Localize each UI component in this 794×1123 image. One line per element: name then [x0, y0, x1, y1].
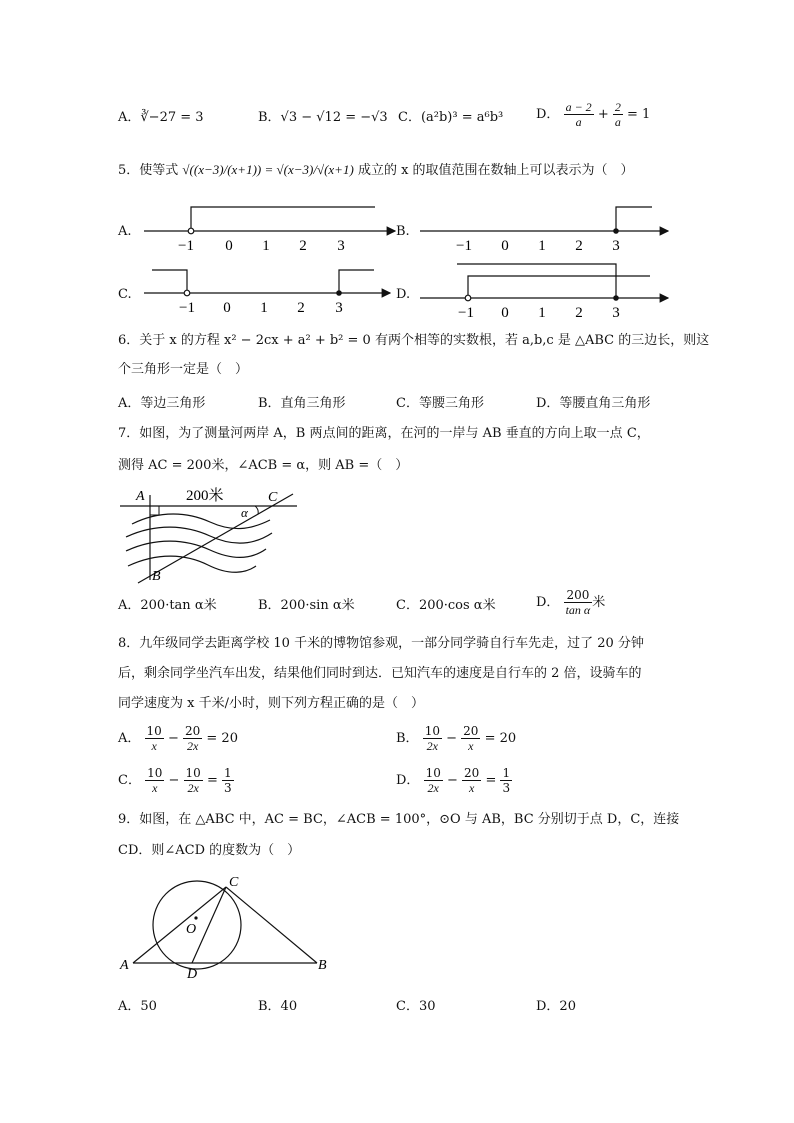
- tick-label: −1: [456, 238, 472, 254]
- q7-option-d[interactable]: [536, 588, 605, 617]
- tick-label: −1: [458, 305, 474, 321]
- q7-option-b[interactable]: B．200·sin α米: [258, 598, 355, 613]
- tick-label: 1: [538, 238, 546, 254]
- q7-option-d-label: D．: [536, 595, 560, 610]
- q6-option-c[interactable]: C．等腰三角形: [396, 396, 484, 411]
- label-point-o: O: [186, 922, 197, 937]
- tick-label: 3: [335, 300, 343, 316]
- rhs: = 20: [206, 731, 238, 746]
- frac-num: 10: [425, 766, 441, 780]
- tick-label: −1: [178, 238, 194, 254]
- q4-option-b[interactable]: B．√3 − √12 = −√3: [258, 110, 388, 125]
- tick-label: 1: [538, 305, 546, 321]
- q8-option-a-label: A．: [118, 731, 141, 746]
- q6-option-b[interactable]: B．直角三角形: [258, 396, 346, 411]
- frac-num: 10: [424, 724, 440, 738]
- frac: [462, 766, 481, 795]
- q5-option-d-label[interactable]: D.: [396, 287, 411, 302]
- frac: [423, 724, 442, 753]
- q5-option-a-label[interactable]: A.: [118, 224, 132, 239]
- q7-d-den: tan α: [565, 603, 591, 617]
- rhs: = 20: [484, 731, 517, 746]
- number-line-a: [144, 207, 395, 254]
- q8-stem-line3: 同学速度为 x 千米/小时，则下列方程正确的是（ ）: [118, 696, 424, 711]
- q8-stem-line1: 8．九年级同学去距离学校 10 千米的博物馆参观，一部分同学骑自行车先走，过了 20 分钟: [118, 636, 644, 651]
- q4-d-frac2-num: 2: [614, 100, 621, 114]
- q7-option-c[interactable]: C．200·cos α米: [396, 598, 496, 613]
- frac-den: 2x: [187, 781, 199, 795]
- q9-stem-line2: CD．则∠ACD 的度数为（ ）: [118, 843, 301, 858]
- number-line-c: [144, 270, 390, 316]
- q7-option-a[interactable]: A．200·tan α米: [118, 598, 217, 613]
- number-line-b: [420, 207, 668, 254]
- q8-option-b-label: B．: [396, 731, 419, 746]
- frac-num: 1: [224, 766, 232, 780]
- label-alpha: α: [241, 505, 248, 520]
- frac: [183, 724, 202, 753]
- frac-den: 3: [502, 781, 511, 795]
- q7-stem-line1: 7．如图，为了测量河两岸 A，B 两点间的距离，在河的一岸与 AB 垂直的方向上取一点 C，: [118, 426, 650, 441]
- q9-option-a[interactable]: A．50: [118, 999, 157, 1014]
- q7-d-unit: 米: [592, 595, 606, 610]
- tick-label: 0: [501, 305, 509, 321]
- frac-num: 10: [146, 724, 162, 738]
- q9-option-d[interactable]: D．20: [536, 999, 576, 1014]
- q5-option-c-label[interactable]: C.: [118, 287, 132, 302]
- q8-option-c-label: C．: [118, 773, 141, 788]
- tick-label: 3: [337, 238, 345, 254]
- frac-num: 10: [185, 766, 201, 780]
- frac: [145, 724, 164, 753]
- closed-point: [336, 290, 342, 296]
- q7-d-frac: [564, 588, 593, 617]
- frac: [184, 766, 203, 795]
- q4-d-frac1-num: a − 2: [565, 100, 592, 114]
- frac-den: x: [468, 739, 474, 753]
- frac-num: 1: [502, 766, 511, 780]
- number-line-d: [420, 264, 668, 321]
- frac: [500, 766, 512, 795]
- q4-option-c[interactable]: C．(a²b)³ = a⁶b³: [398, 110, 504, 125]
- q9-option-c[interactable]: C．30: [396, 999, 436, 1014]
- q4-option-d-label: D．: [536, 107, 560, 122]
- frac-den: x: [152, 781, 158, 795]
- tick-label: 0: [501, 238, 509, 254]
- frac-num: 20: [464, 766, 480, 780]
- tick-label: 1: [262, 238, 270, 254]
- q5-option-b-label[interactable]: B.: [396, 224, 410, 239]
- frac-num: 10: [147, 766, 163, 780]
- q7-d-num: 200: [564, 588, 593, 603]
- q8-stem-line2: 后，剩余同学坐汽车出发，结果他们同时到达．已知汽车的速度是自行车的 2 倍，设骑车的: [118, 666, 642, 681]
- frac: [461, 724, 480, 753]
- q4-d-rest: = 1: [627, 107, 651, 122]
- open-point: [188, 228, 194, 234]
- open-point: [465, 295, 471, 301]
- q8-option-c[interactable]: C． $\frac{10}{x}$ − $\frac{10}{2x}$ = $\frac{1}{3}$: [118, 766, 232, 795]
- label-point-c: C: [268, 490, 278, 505]
- q4-d-frac2-den: a: [614, 115, 621, 129]
- tick-label: 2: [299, 238, 307, 254]
- tick-label: −1: [179, 300, 195, 316]
- tick-label: 3: [612, 238, 620, 254]
- tick-label: 0: [225, 238, 233, 254]
- q8-option-d-label: D．: [396, 773, 420, 788]
- number-line-a-ticks: [178, 238, 345, 254]
- q6-option-a[interactable]: A．等边三角形: [118, 396, 206, 411]
- frac-den: 2x: [186, 739, 199, 753]
- q9-geometry-figure: [119, 875, 327, 982]
- q5-prefix: 5．使等式: [118, 163, 179, 178]
- q6-stem-line1: 6．关于 x 的方程 x² − 2cx + a² + b² = 0 有两个相等的实数根，若 a,b,c 是 △ABC 的三边长，则这: [118, 333, 710, 348]
- q4-d-frac1-den: a: [575, 115, 582, 129]
- frac-den: x: [151, 739, 157, 753]
- q4-option-a[interactable]: A．∛−27 = 3: [118, 110, 204, 125]
- tick-label: 1: [260, 300, 268, 316]
- frac: [424, 766, 443, 795]
- label-point-b: B: [318, 958, 327, 973]
- tick-label: 2: [575, 238, 583, 254]
- tick-label: 2: [575, 305, 583, 321]
- closed-point: [613, 295, 619, 301]
- frac-num: 20: [184, 724, 201, 738]
- open-point: [184, 290, 190, 296]
- label-point-d: D: [187, 967, 198, 982]
- q8-option-a[interactable]: A． $\frac{10}{x}$ − $\frac{20}{2x}$ = 20: [118, 724, 238, 753]
- label-point-c: C: [229, 875, 239, 890]
- q9-stem-line1: 9．如图，在 △ABC 中，AC = BC，∠ACB = 100°，⊙O 与 AB，BC 分别切于点 D，C，连接: [118, 812, 680, 827]
- frac-den: 2x: [426, 739, 438, 753]
- frac: [222, 766, 234, 795]
- frac: [145, 766, 164, 795]
- tick-label: 0: [223, 300, 231, 316]
- frac-num: 20: [463, 724, 479, 738]
- q8-option-d[interactable]: D． $\frac{10}{2x}$ − $\frac{20}{x}$ = $\frac{1}{3}$: [396, 766, 511, 795]
- tick-label: 3: [612, 305, 620, 321]
- q7-stem-line2: 测得 AC = 200米，∠ACB = α，则 AB =（ ）: [118, 458, 409, 473]
- q8-option-b[interactable]: B． $\frac{10}{2x}$ − $\frac{20}{x}$ = 20: [396, 724, 517, 753]
- label-point-b: B: [152, 569, 161, 584]
- q5-expression: √((x−3)/(x+1)) = √(x−3)/√(x+1): [182, 162, 354, 177]
- q7-river-figure: [120, 487, 297, 584]
- frac-den: x: [469, 781, 475, 795]
- frac-den: 3: [224, 781, 232, 795]
- label-distance: 200米: [186, 488, 224, 504]
- q9-option-b[interactable]: B．40: [258, 999, 298, 1014]
- q6-stem-line2: 个三角形一定是（ ）: [118, 362, 249, 377]
- q5-suffix: 成立的 x 的取值范围在数轴上可以表示为（ ）: [357, 163, 634, 178]
- closed-point: [613, 228, 619, 234]
- tick-label: 2: [297, 300, 305, 316]
- frac-den: 2x: [427, 781, 439, 795]
- q4-option-d[interactable]: D． $\frac{a - 2}{a}$ + $\frac{2}{a}$ = 1: [536, 100, 651, 129]
- label-point-a: A: [120, 958, 129, 973]
- q6-option-d[interactable]: D．等腰直角三角形: [536, 396, 651, 411]
- label-point-a: A: [136, 489, 145, 504]
